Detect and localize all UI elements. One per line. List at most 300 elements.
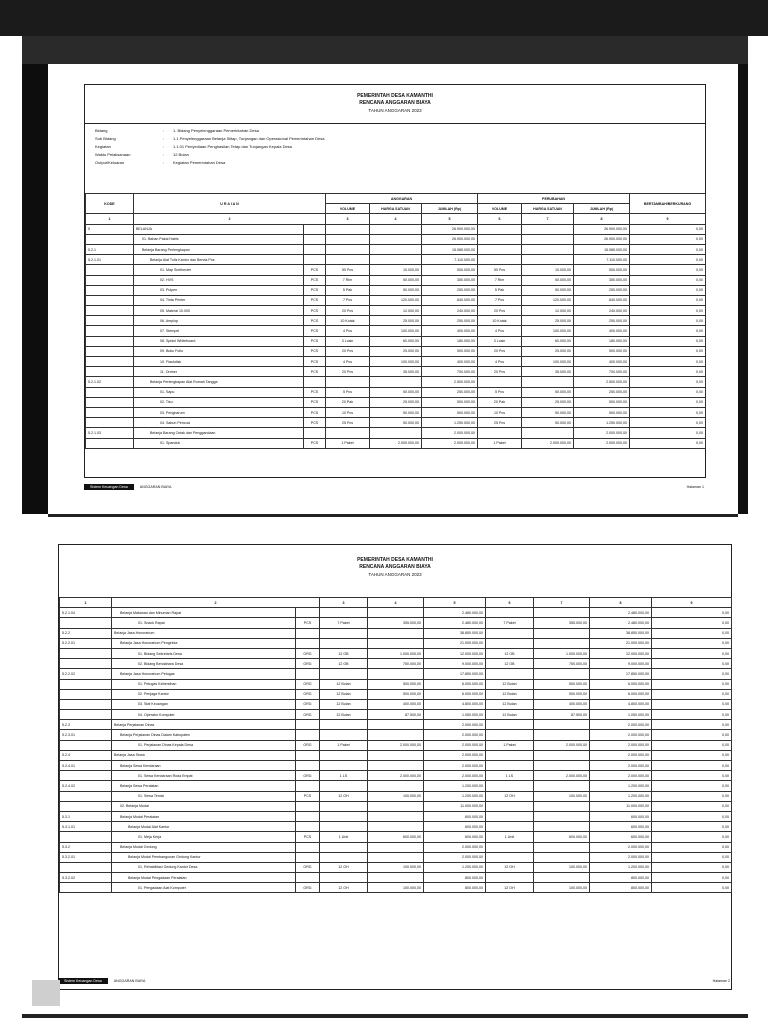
cell-v1: 12 Bulan (320, 710, 368, 720)
th-uraian: U R A I A N (134, 194, 326, 214)
cell-h1: 87.500,00 (368, 710, 424, 720)
th-kode: KODE (86, 194, 134, 214)
cell-kode (60, 791, 112, 801)
cell-uraian: Belanja Perjalanan Dinas Dalam Kabupaten (112, 730, 296, 740)
cell-v2: 50 Pcs (478, 265, 522, 275)
cell-uraian: 09. Buku Folio (134, 346, 304, 356)
cell-j2: 7.110.000,00 (574, 255, 630, 265)
cell-h1: 1.000.000,00 (368, 648, 424, 658)
cell-sat: ORG (296, 710, 320, 720)
cell-j1: 2.480.000,00 (424, 618, 486, 628)
cell-j2: 2.000.000,00 (590, 761, 652, 771)
cell-j2: 2.000.000,00 (590, 842, 652, 852)
cell-v2: 20 Pcs (478, 367, 522, 377)
cell-v2: 10 Kotak (478, 316, 522, 326)
cell-v2 (486, 801, 534, 811)
cell-d: 0,00 (652, 873, 732, 883)
cell-uraian: 01. Bidang Sekretaris Desa (112, 648, 296, 658)
cell-j1: 1.250.000,00 (422, 418, 478, 428)
cell-j2: 2.000.000,00 (574, 428, 630, 438)
column-number: 7 (534, 598, 590, 608)
footer-tag: Sistem Keuangan Desa (58, 978, 108, 984)
cell-h2 (522, 255, 574, 265)
cell-kode (60, 689, 112, 699)
cell-uraian: BELANJA (134, 224, 304, 234)
table-row (60, 710, 732, 720)
table-row (60, 822, 732, 832)
cell-j1: 2.000.000,00 (424, 852, 486, 862)
header-line-3: TAHUN ANGGARAN 2023 (368, 572, 422, 577)
rab-table-1 (85, 193, 706, 449)
cell-v1 (326, 234, 370, 244)
cell-h2: 10.000,00 (522, 265, 574, 275)
cell-sat: ORG (296, 699, 320, 709)
cell-j1: 2.000.000,00 (424, 740, 486, 750)
cell-h2 (534, 801, 590, 811)
cell-v2: 1 Paket (486, 740, 534, 750)
cell-v1 (320, 801, 368, 811)
cell-h1: 35.000,00 (370, 367, 422, 377)
cell-j1: 350.000,00 (422, 275, 478, 285)
table-row (60, 832, 732, 842)
cell-kode (86, 418, 134, 428)
table-row (86, 234, 706, 244)
cell-j2: 2.000.000,00 (574, 438, 630, 448)
cell-sat (304, 244, 326, 254)
cell-h2 (534, 750, 590, 760)
cell-sat (296, 811, 320, 821)
cell-uraian: 01. Rehabilitasi Gedung Kantor Desa (112, 862, 296, 872)
cell-d: 0,00 (630, 438, 706, 448)
cell-d: 0,00 (630, 428, 706, 438)
table-row (60, 761, 732, 771)
cell-d: 0,00 (630, 397, 706, 407)
cell-kode (60, 832, 112, 842)
cell-h1 (370, 234, 422, 244)
cell-j2: 17.850.000,00 (590, 669, 652, 679)
cell-v1: 5 Pcs (326, 387, 370, 397)
cell-j1: 38.850.000,00 (424, 628, 486, 638)
cell-j2: 2.000.000,00 (590, 771, 652, 781)
cell-kode (86, 234, 134, 244)
cell-kode (86, 275, 134, 285)
cell-uraian: Belanja Sewa Kendaraan (112, 761, 296, 771)
cell-h1: 60.000,00 (370, 336, 422, 346)
cell-j2: 2.000.000,00 (590, 750, 652, 760)
cell-sat: PCS (304, 306, 326, 316)
footer-page-number: Halaman 1 (686, 485, 704, 489)
table-row (60, 750, 732, 760)
cell-d: 0,00 (630, 326, 706, 336)
cell-sat: PCS (304, 438, 326, 448)
cell-kode (60, 862, 112, 872)
cell-v1: 5 Pak (326, 285, 370, 295)
cell-uraian: 03. Pengharum (134, 407, 304, 417)
cell-sat (304, 224, 326, 234)
cell-h2 (534, 638, 590, 648)
cell-kode (86, 438, 134, 448)
cell-sat: PCS (304, 387, 326, 397)
cell-h2: 100.000,00 (534, 862, 590, 872)
table-row (86, 357, 706, 367)
cell-kode (60, 771, 112, 781)
cell-d: 0,00 (652, 720, 732, 730)
cell-sat (296, 638, 320, 648)
cell-sat: ORG (296, 679, 320, 689)
cell-j1: 15.985.000,00 (422, 244, 478, 254)
cell-d: 0,00 (652, 750, 732, 760)
cell-j2: 26.900.000,00 (574, 224, 630, 234)
cell-sat: ORG (296, 883, 320, 893)
cell-sat (296, 822, 320, 832)
cell-j2: 500.000,00 (574, 397, 630, 407)
cell-h1: 100.000,00 (370, 326, 422, 336)
cell-d: 0,00 (652, 862, 732, 872)
cell-v1: 20 Pak (326, 397, 370, 407)
cell-kode: 5.3.1 (60, 811, 112, 821)
info-colon: : (163, 152, 165, 157)
cell-v1 (320, 811, 368, 821)
table-row (86, 397, 706, 407)
cell-v1: 12 OB (320, 648, 368, 658)
document-page-2 (26, 528, 742, 1016)
column-number: 6 (478, 214, 522, 224)
cell-v1: 20 Pcs (326, 346, 370, 356)
cell-v1: 10 Kotak (326, 316, 370, 326)
cell-v1 (320, 608, 368, 618)
cell-h2 (522, 244, 574, 254)
cell-uraian: 06. Amplop (134, 316, 304, 326)
cell-h2: 25.000,00 (522, 346, 574, 356)
column-number-row (86, 214, 706, 224)
table-row (86, 295, 706, 305)
cell-v1 (326, 428, 370, 438)
cell-j2: 9.000.000,00 (590, 659, 652, 669)
cell-j2: 38.850.000,00 (590, 628, 652, 638)
cell-uraian: Belanja Perjalanan Dinas (112, 720, 296, 730)
th-perubahan: PERUBAHAN (478, 194, 630, 204)
cell-kode: 5.2.4.01 (60, 761, 112, 771)
table-row (86, 438, 706, 448)
cell-j2: 4.800.000,00 (590, 699, 652, 709)
cell-h2: 500.000,00 (534, 679, 590, 689)
cell-h2 (522, 428, 574, 438)
cell-j2: 500.000,00 (574, 265, 630, 275)
cell-d: 0,00 (630, 346, 706, 356)
cell-sat (296, 720, 320, 730)
cell-j1: 600.000,00 (424, 811, 486, 821)
cell-j1: 840.000,00 (422, 295, 478, 305)
cell-v1: 7 Pcs (326, 295, 370, 305)
cell-h1 (368, 801, 424, 811)
cell-uraian: Belanja Modal Gedung (112, 842, 296, 852)
cell-kode (86, 407, 134, 417)
table-row (60, 608, 732, 618)
cell-uraian: Belanja Makanan dan Minuman Rapat (112, 608, 296, 618)
cell-uraian: 02. Penjaga Kantor (112, 689, 296, 699)
cell-h2: 100.000,00 (534, 883, 590, 893)
table-row (60, 659, 732, 669)
cell-j2: 400.000,00 (574, 326, 630, 336)
info-colon: : (163, 144, 165, 149)
cell-h2: 50.000,00 (522, 275, 574, 285)
cell-v2: 7 Rim (478, 275, 522, 285)
document-page-1 (48, 64, 738, 517)
cell-h1 (368, 720, 424, 730)
cell-j1: 1.200.000,00 (424, 862, 486, 872)
table-row (60, 730, 732, 740)
cell-j1: 500.000,00 (422, 265, 478, 275)
cell-v2 (486, 761, 534, 771)
column-number: 8 (590, 598, 652, 608)
cell-h2: 25.000,00 (522, 397, 574, 407)
cell-d: 0,00 (630, 275, 706, 285)
table-row (86, 275, 706, 285)
cell-kode: 5.2.2.01 (60, 638, 112, 648)
cell-uraian: 05. Materai 10.000 (134, 306, 304, 316)
cell-uraian: Belanja Sewa Peralatan (112, 781, 296, 791)
cell-sat (296, 761, 320, 771)
cell-h2: 100.000,00 (522, 326, 574, 336)
table-row (86, 377, 706, 387)
cell-v1 (320, 781, 368, 791)
table-row (60, 791, 732, 801)
cell-uraian: Belanja Perlengkapan Alat Rumah Tangga (134, 377, 304, 387)
header-line-3: TAHUN ANGGARAN 2023 (368, 108, 422, 113)
cell-j2: 2.480.000,00 (590, 618, 652, 628)
table-row (60, 771, 732, 781)
cell-uraian: Belanja Modal Pembangunan Gedung Kantor (112, 852, 296, 862)
cell-v2 (478, 428, 522, 438)
cell-v1 (320, 720, 368, 730)
cell-d: 0,00 (630, 316, 706, 326)
cell-v1 (320, 852, 368, 862)
cell-uraian: 03. Staf Keuangan (112, 699, 296, 709)
cell-v2 (486, 781, 534, 791)
info-colon: : (163, 160, 165, 165)
cell-sat: PCS (304, 326, 326, 336)
cell-j2: 1.050.000,00 (590, 710, 652, 720)
document-header (59, 545, 731, 598)
cell-v1: 4 Pcs (326, 326, 370, 336)
cell-v2: 20 Pcs (478, 306, 522, 316)
info-value: 1.1.01 Penyediaan Penghasilan Tetap dan Tunjangan Kepala Desa (173, 144, 292, 149)
cell-h2: 2.000.000,00 (522, 438, 574, 448)
cell-sat: ORG (296, 740, 320, 750)
cell-h2: 1.000.000,00 (534, 648, 590, 658)
cell-h1 (370, 255, 422, 265)
cell-v2 (478, 234, 522, 244)
cell-j2: 1.200.000,00 (590, 862, 652, 872)
table-row (86, 428, 706, 438)
table-row (60, 648, 732, 658)
cell-d: 0,00 (630, 224, 706, 234)
cell-h1: 400.000,00 (368, 699, 424, 709)
cell-uraian: Belanja Modal Alat Kantor (112, 822, 296, 832)
cell-sat: PCS (304, 418, 326, 428)
cell-v1: 12 OH (320, 883, 368, 893)
cell-h1: 500.000,00 (368, 679, 424, 689)
cell-uraian: Belanja Barang Perlengkapan (134, 244, 304, 254)
cell-uraian: 01. Bahan Pakai Habis (134, 234, 304, 244)
column-number: 9 (630, 214, 706, 224)
cell-j2: 2.000.000,00 (590, 852, 652, 862)
cell-kode: 5.2.1.03 (86, 428, 134, 438)
cell-kode (86, 295, 134, 305)
cell-sat (296, 781, 320, 791)
cell-kode: 5.2.1.01 (86, 255, 134, 265)
cell-v2: 12 OH (486, 883, 534, 893)
cell-v1: 12 Bulan (320, 699, 368, 709)
cell-d: 0,00 (630, 336, 706, 346)
cell-v2: 12 Bulan (486, 699, 534, 709)
cell-j2: 2.500.000,00 (574, 377, 630, 387)
info-key: Sub Bidang (95, 136, 116, 141)
footer-text: ANGGARAN BIAYA (113, 979, 146, 983)
info-value: 12 Bulan (173, 152, 189, 157)
cell-v1 (320, 842, 368, 852)
cell-h1: 10.000,00 (370, 265, 422, 275)
cell-h1 (370, 428, 422, 438)
cell-d: 0,00 (652, 842, 732, 852)
cell-d: 0,00 (630, 407, 706, 417)
cell-d: 0,00 (630, 234, 706, 244)
cell-h1: 355.000,00 (368, 618, 424, 628)
cell-uraian: 01. Spanduk (134, 438, 304, 448)
cell-kode: 5.2.4.02 (60, 781, 112, 791)
info-key: Output/Keluaran (95, 160, 125, 165)
cell-v1: 20 Pcs (326, 367, 370, 377)
cell-j1: 26.900.000,00 (422, 234, 478, 244)
cell-kode (86, 316, 134, 326)
cell-h2 (534, 822, 590, 832)
column-number: 4 (368, 598, 424, 608)
cell-sat: ORG (296, 771, 320, 781)
cell-j2: 800.000,00 (590, 873, 652, 883)
cell-kode (60, 648, 112, 658)
cell-j1: 2.000.000,00 (424, 771, 486, 781)
cell-j2: 500.000,00 (574, 407, 630, 417)
cell-h1 (368, 638, 424, 648)
cell-d: 0,00 (630, 285, 706, 295)
cell-v1 (326, 244, 370, 254)
document-header (85, 85, 705, 124)
cell-uraian: Belanja Jasa Honorarium Petugas (112, 669, 296, 679)
cell-h2: 400.000,00 (534, 699, 590, 709)
info-row (95, 151, 695, 159)
th-volume: VOLUME (478, 204, 522, 214)
cell-d: 0,00 (652, 638, 732, 648)
cell-h1 (370, 244, 422, 254)
cell-v1 (320, 730, 368, 740)
cell-h1 (368, 608, 424, 618)
cell-h2: 50.000,00 (522, 387, 574, 397)
cell-j1: 1.200.000,00 (424, 781, 486, 791)
cell-kode (60, 618, 112, 628)
cell-j2: 600.000,00 (590, 822, 652, 832)
cell-kode: 5.3.2 (60, 842, 112, 852)
cell-kode: 5.3.2.02 (60, 873, 112, 883)
cell-kode (86, 285, 134, 295)
cell-sat (296, 608, 320, 618)
cell-v2: 25 Pcs (478, 418, 522, 428)
cell-v2 (478, 377, 522, 387)
cell-j2: 1.200.000,00 (590, 791, 652, 801)
cell-d: 0,00 (652, 699, 732, 709)
cell-j1: 4.800.000,00 (424, 699, 486, 709)
cell-j2: 2.000.000,00 (590, 740, 652, 750)
cell-kode (60, 801, 112, 811)
cell-j1: 2.000.000,00 (424, 750, 486, 760)
cell-h2: 2.000.000,00 (534, 771, 590, 781)
cell-d: 0,00 (652, 761, 732, 771)
cell-j1: 800.000,00 (424, 883, 486, 893)
cell-v2 (486, 873, 534, 883)
cell-h1: 100.000,00 (368, 883, 424, 893)
cell-uraian: 02. Belanja Modal (112, 801, 296, 811)
table-row (60, 699, 732, 709)
cell-uraian: 04. Operator Komputer (112, 710, 296, 720)
cell-h1: 25.000,00 (370, 316, 422, 326)
cell-kode (86, 306, 134, 316)
cell-h1: 50.000,00 (370, 418, 422, 428)
cell-v1: 3 Lusin (326, 336, 370, 346)
cell-sat (296, 842, 320, 852)
cell-v2: 1 Unit (486, 832, 534, 842)
cell-v2 (486, 842, 534, 852)
cell-sat (296, 852, 320, 862)
cell-v1 (326, 377, 370, 387)
cell-j2: 700.000,00 (574, 367, 630, 377)
viewer-right-margin (738, 64, 748, 514)
footer-tag: Sistem Keuangan Desa (84, 484, 134, 490)
cell-uraian: 10. Flashdisk (134, 357, 304, 367)
column-number-row (60, 598, 732, 608)
cell-j2: 600.000,00 (590, 832, 652, 842)
table-row (60, 720, 732, 730)
cell-j1: 26.900.000,00 (422, 224, 478, 234)
cell-uraian: 01. Meja Kerja (112, 832, 296, 842)
cell-sat (304, 255, 326, 265)
column-number: 8 (574, 214, 630, 224)
cell-d: 0,00 (652, 883, 732, 893)
cell-j1: 500.000,00 (422, 397, 478, 407)
cell-h2: 60.000,00 (522, 336, 574, 346)
cell-j1: 250.000,00 (422, 387, 478, 397)
cell-j1: 500.000,00 (422, 346, 478, 356)
cell-j2: 6.000.000,00 (590, 679, 652, 689)
cell-kode: 5.2.3 (60, 720, 112, 730)
cell-j2: 1.250.000,00 (574, 418, 630, 428)
column-number: 2 (134, 214, 326, 224)
info-colon: : (163, 128, 165, 133)
column-number: 5 (424, 598, 486, 608)
cell-d: 0,00 (652, 710, 732, 720)
cell-h1 (370, 224, 422, 234)
cell-v1: 1 LS (320, 771, 368, 781)
cell-v2: 7 Paket (486, 618, 534, 628)
cell-h2: 2.000.000,00 (534, 740, 590, 750)
cell-h2 (534, 608, 590, 618)
cell-h1 (368, 669, 424, 679)
cell-j2: 800.000,00 (590, 883, 652, 893)
cell-v1: 12 Bulan (320, 679, 368, 689)
cell-h2 (534, 873, 590, 883)
table-row (86, 316, 706, 326)
table-row (60, 811, 732, 821)
cell-kode (60, 699, 112, 709)
cell-sat: ORG (296, 689, 320, 699)
